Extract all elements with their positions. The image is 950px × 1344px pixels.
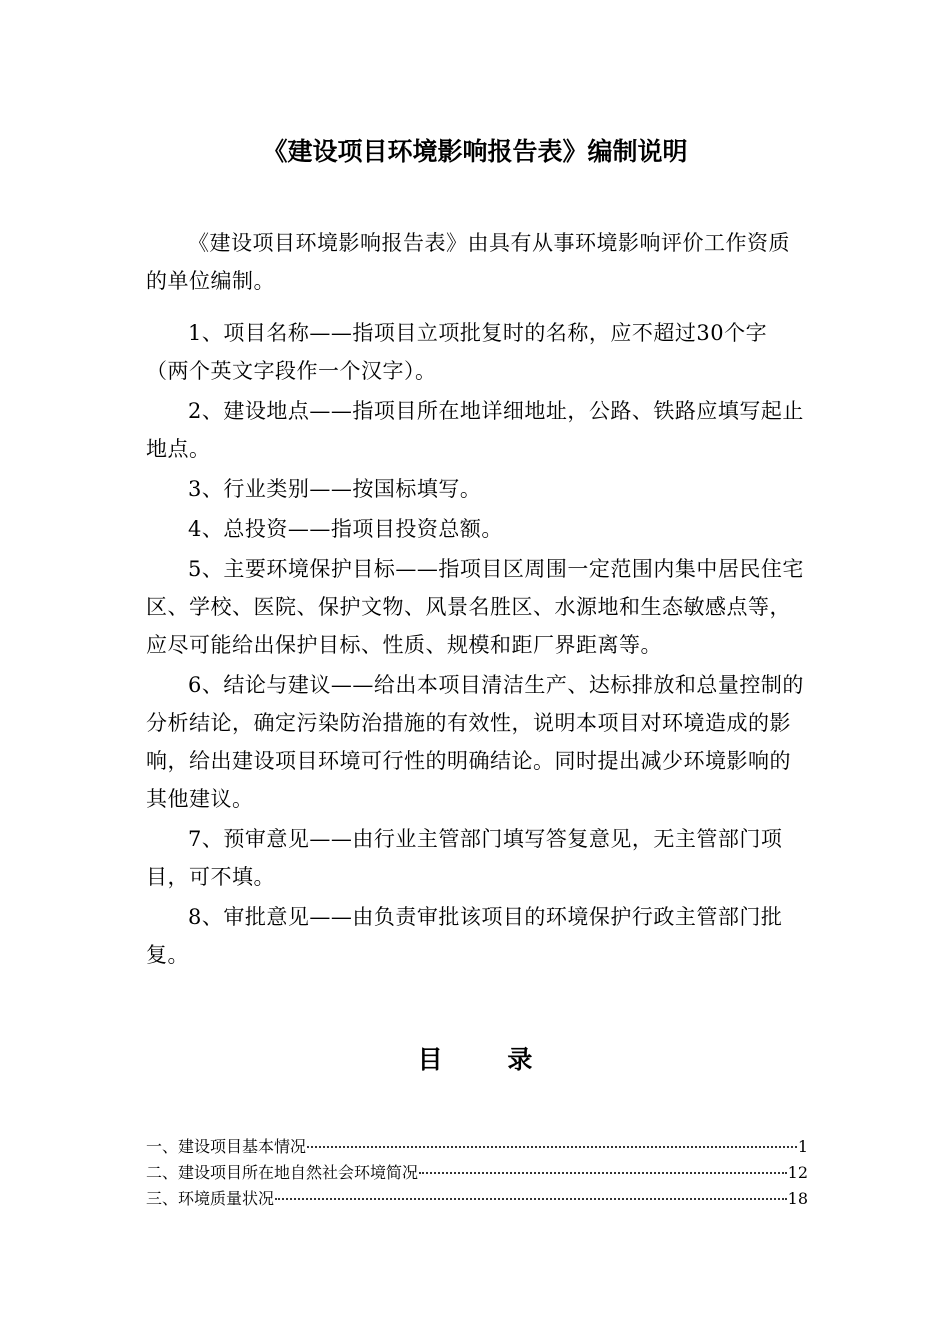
toc-entry-page: 12 bbox=[787, 1163, 808, 1182]
toc-entry[interactable] bbox=[146, 1134, 808, 1160]
item-paragraph-3: 3、行业类别——按国标填写。 bbox=[188, 477, 482, 501]
toc-leader-dots bbox=[275, 1198, 787, 1200]
toc-entry[interactable] bbox=[146, 1186, 808, 1212]
item-paragraph-8: 8、审批意见——由负责审批该项目的环境保护行政主管部门批复。 bbox=[146, 905, 783, 967]
toc-leader-dots bbox=[307, 1146, 797, 1148]
item-paragraph-1: 1、项目名称——指项目立项批复时的名称，应不超过30个字（两个英文字段作一个汉字）。 bbox=[146, 321, 768, 383]
item-paragraph-4: 4、总投资——指项目投资总额。 bbox=[188, 517, 503, 541]
item-paragraph-2: 2、建设地点——指项目所在地详细地址，公路、铁路应填写起止地点。 bbox=[146, 399, 804, 461]
toc-leader-dots bbox=[419, 1172, 787, 1174]
toc-entry[interactable] bbox=[146, 1160, 808, 1186]
toc-entry-label: 一、建设项目基本情况 bbox=[146, 1137, 307, 1156]
item-paragraph-6: 6、结论与建议——给出本项目清洁生产、达标排放和总量控制的分析结论，确定污染防治措施的有效性，说明本项目对环境造成的影响，给出建设项目环境可行性的明确结论。同时提出减少环境影响的其他建议。 bbox=[146, 673, 804, 811]
intro-paragraph: 《建设项目环境影响报告表》由具有从事环境影响评价工作资质的单位编制。 bbox=[146, 231, 790, 293]
toc-entry-label: 二、建设项目所在地自然社会环境简况 bbox=[146, 1163, 419, 1182]
table-of-contents bbox=[146, 1134, 808, 1212]
instructions-body bbox=[146, 224, 808, 974]
toc-entry-page: 1 bbox=[797, 1137, 808, 1156]
toc-title: 目 录 bbox=[417, 1045, 561, 1074]
item-paragraph-7: 7、预审意见——由行业主管部门填写答复意见，无主管部门项目，可不填。 bbox=[146, 827, 783, 889]
item-paragraph-5: 5、主要环境保护目标——指项目区周围一定范围内集中居民住宅区、学校、医院、保护文物、风景名胜区、水源地和生态敏感点等，应尽可能给出保护目标、性质、规模和距厂界距离等。 bbox=[146, 557, 804, 657]
document-title: 《建设项目环境影响报告表》编制说明 bbox=[262, 137, 688, 166]
toc-entry-page: 18 bbox=[787, 1189, 808, 1208]
toc-entry-label: 三、环境质量状况 bbox=[146, 1189, 275, 1208]
